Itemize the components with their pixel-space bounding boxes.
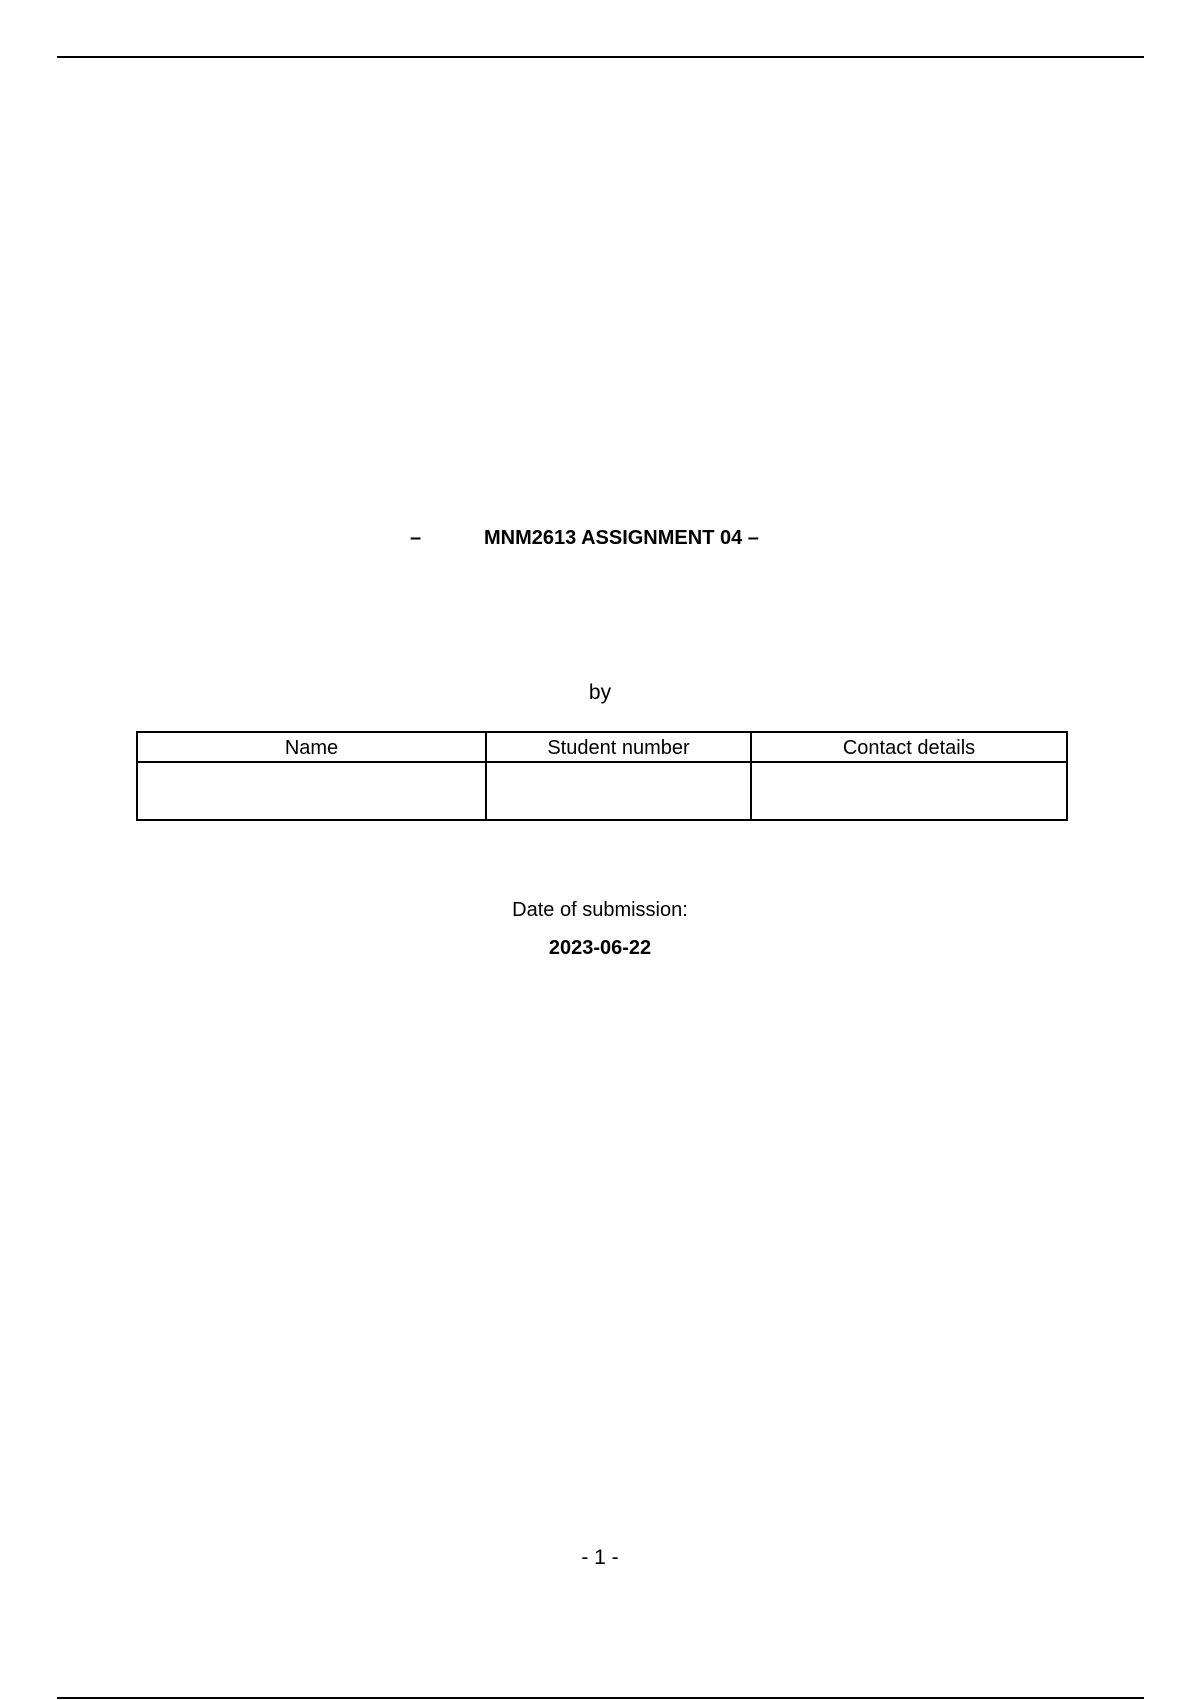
author-table (136, 731, 1068, 821)
document-title (0, 527, 1200, 555)
header-student-number: Student number (486, 732, 751, 762)
top-rule (57, 56, 1144, 58)
cell-name (137, 762, 486, 820)
table-row (137, 762, 1067, 820)
header-name: Name (137, 732, 486, 762)
submission-date-value: 2023-06-22 (548, 937, 652, 959)
cell-contact-details (751, 762, 1067, 820)
author-table-header-row (137, 732, 1067, 762)
submission-date-label: Date of submission: (512, 899, 688, 921)
header-contact-details: Contact details (751, 732, 1067, 762)
title-dash: – (410, 527, 422, 549)
page-number: - 1 - (581, 1546, 619, 1569)
bottom-rule (57, 1697, 1144, 1699)
title-text: MNM2613 ASSIGNMENT 04 – (484, 527, 759, 549)
by-label: by (588, 681, 612, 704)
cell-student-number (486, 762, 751, 820)
